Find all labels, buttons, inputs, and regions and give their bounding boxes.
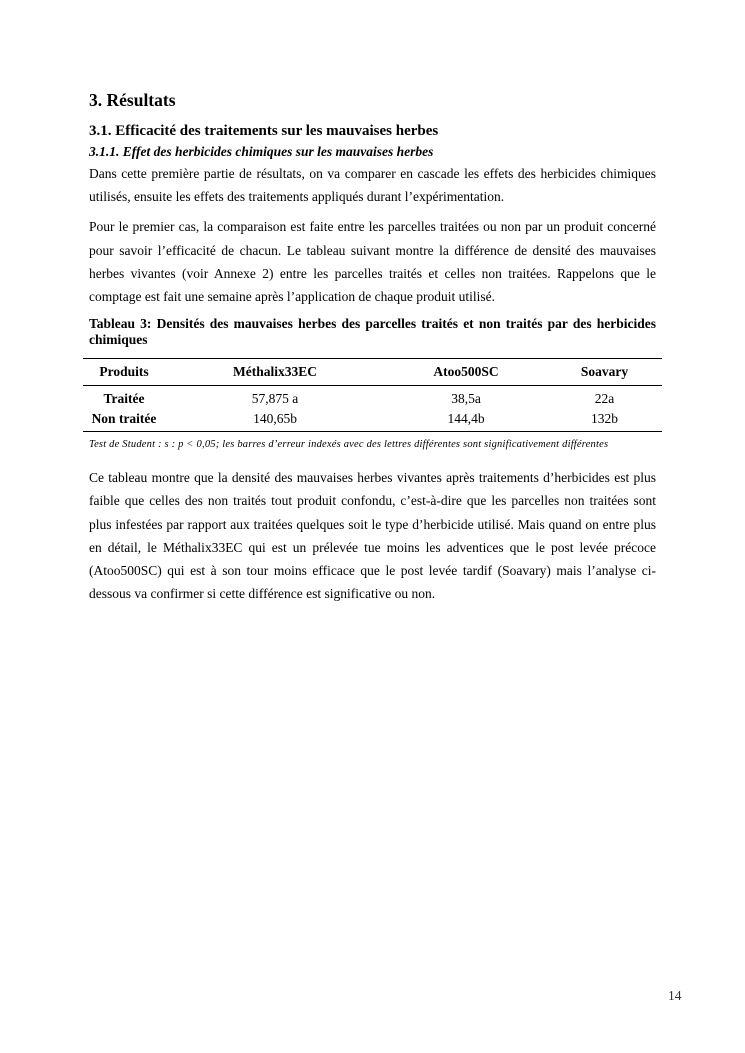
subsection-heading: 3.1. Efficacité des traitements sur les mauvaises herbes <box>89 123 439 139</box>
table-row <box>83 409 662 432</box>
table-header-row <box>83 359 662 386</box>
table-cell: 144,4b <box>385 409 547 432</box>
column-header-produits: Produits <box>83 359 165 386</box>
table-note: Test de Student : s : p ˂ 0,05; les barres d’erreur indexés avec des lettres différentes sont significativement différentes <box>89 439 609 451</box>
table-cell: 57,875 a <box>251 391 299 407</box>
table-row <box>83 386 662 410</box>
table-caption: Tableau 3: Densités des mauvaises herbes des parcelles traités et non traités par des herbicides chimiques <box>89 316 656 348</box>
row-label-traitee: Traitée <box>103 391 145 407</box>
section-heading: 3. Résultats <box>89 90 176 110</box>
column-header-atoo: Atoo500SC <box>385 359 547 386</box>
table-cell: 38,5a <box>451 391 481 407</box>
table-cell: 140,65b <box>165 409 385 432</box>
page-number: 14 <box>668 988 682 1003</box>
column-header-soavary: Soavary <box>547 359 662 386</box>
column-header-methalix: Méthalix33EC <box>165 359 385 386</box>
paragraph-conclusion: Ce tableau montre que la densité des mauvaises herbes vivantes après traitements d’herbicides est plus faible que celles des non traités tout produit confondu, c’est-à-dire que les parcelles non traitées sont plus infestées par rapport aux traitées quelques soit le type d’herbicide utilisé. Mais quand on entre plus en détail, le Méthalix33EC qui est un prélevée tue moins les adventices que le post levée précoce (Atoo500SC) qui est à son tour moins efficace que le post levée tardif (Soavary) mais l’analyse ci-dessous va confirmer si cette différence est significative ou non. <box>89 470 656 602</box>
table-cell: 132b <box>547 409 662 432</box>
paragraph-intro: Dans cette première partie de résultats, on va comparer en cascade les effets des herbicides chimiques utilisés, ensuite les effets des traitements appliqués durant l’expérimentation. <box>89 166 656 205</box>
document-page <box>89 88 656 612</box>
row-label-non-traitee: Non traitée <box>83 409 165 432</box>
results-table <box>83 358 662 432</box>
paragraph-comparison: Pour le premier cas, la comparaison est faite entre les parcelles traitées ou non par un produit concerné pour savoir l’efficacité de chacun. Le tableau suivant montre la différence de densité des mauvaises herbes vivantes (voir Annexe 2) entre les parcelles traités et celles non traitées. Rappelons que le comptage est fait une semaine après l’application de chaque produit utilisé. <box>89 219 656 305</box>
subsubsection-heading: 3.1.1. Effet des herbicides chimiques sur les mauvaises herbes <box>89 144 434 159</box>
table-cell: 22a <box>594 391 615 407</box>
